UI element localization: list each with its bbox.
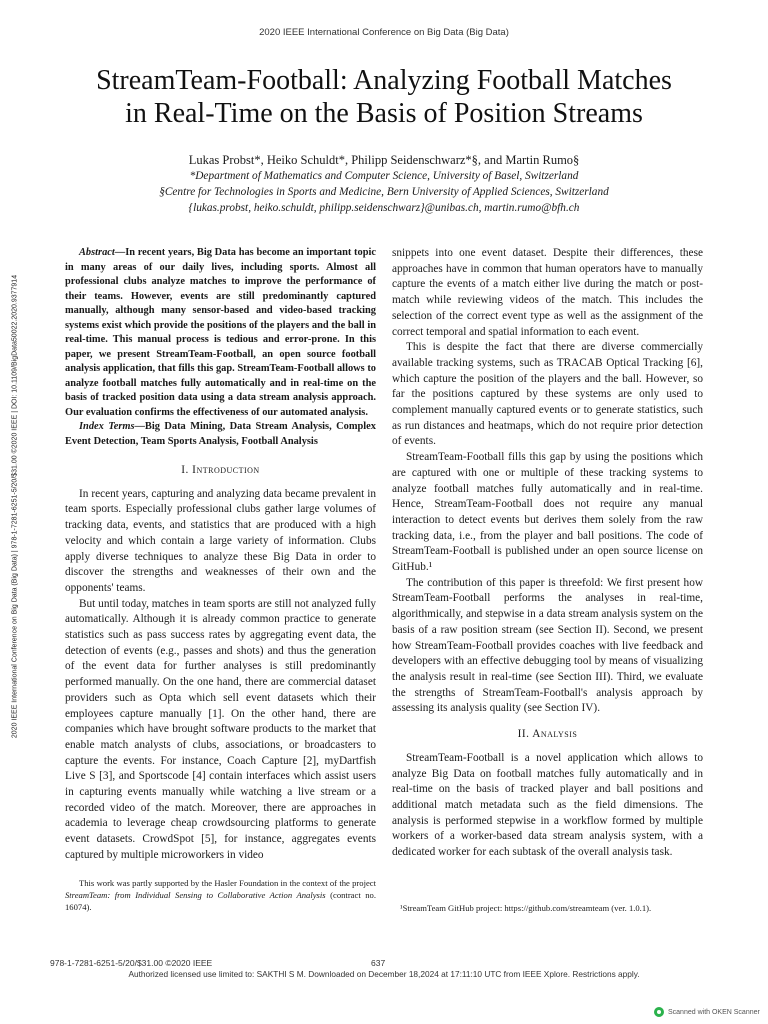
author-emails: {lukas.probst, heiko.schuldt, philipp.seidenschwarz}@unibas.ch, martin.rumo@bfh.ch xyxy=(188,202,580,214)
scanner-label: Scanned with OKEN Scanner xyxy=(668,1008,760,1016)
author-list: Lukas Probst*, Heiko Schuldt*, Philipp Seidenschwarz*§, and Martin Rumo§ xyxy=(188,153,580,167)
page-number: 637 xyxy=(371,958,386,968)
title-line-1: StreamTeam-Football: Analyzing Football Matches xyxy=(96,65,672,96)
index-terms-label: Index Terms xyxy=(79,421,135,432)
abstract xyxy=(65,246,376,420)
intro-paragraph-2: But until today, matches in team sports are still not analyzed fully automatically. Although it is already common practice to generate statistics such as pass success rates by aggregating event data, the detection of events (e.g., passes and shots) and thus the generation of the event data for further analyses is still predominantly performed manually. On the one hand, there are commercial dataset providers such as Opta which sell event datasets which their employees capture manually [1]. On the other hand, there are companies which have brought software products to the market that enable match analysts of clubs, associations, or broadcasters to capture the events. For instance, Coach Capture [2], myDartfish Live S [3], and Sportscode [4] contain interfaces which assist users in capturing events manually while watching a live stream or a recorded video of the match. Moreover, there are approaches in academia to leverage cheap crowdsourcing platforms to generate event datasets. CrowdSpot [5], for instance, aggregates events captured by multiple microworkers in video xyxy=(65,597,376,861)
index-terms xyxy=(65,420,376,449)
right-column xyxy=(392,246,703,861)
funding-footnote-text: This work was partly supported by the Hasler Foundation in the context of the project xyxy=(79,878,376,888)
affiliation-bern: §Centre for Technologies in Sports and Medicine, Bern University of Applied Sciences, Switzerland xyxy=(159,186,609,198)
github-footnote: ¹StreamTeam GitHub project: https://github.com/streamteam (ver. 1.0.1). xyxy=(400,903,652,913)
footer-isbn: 978-1-7281-6251-5/20/$31.00 ©2020 IEEE xyxy=(50,958,213,968)
title-line-2: in Real-Time on the Basis of Position Streams xyxy=(125,98,643,129)
affiliation-basel: *Department of Mathematics and Computer Science, University of Basel, Switzerland xyxy=(189,170,579,182)
analysis-paragraph-1: StreamTeam-Football is a novel application which allows to analyze Big Data on football matches fully automatically and in real-time on the basis of tracked player and ball positions and additional match metadata such as the field dimensions. The analysis is performed stepwise in a workflow formed by multiple workers of a worker-based data stream analysis system, with a dedicated worker for each subtask of the overall analysis task. xyxy=(392,751,703,859)
left-column xyxy=(65,246,376,864)
index-terms-text: —Big Data Mining, Data Stream Analysis, Complex Event Detection, Team Sports Analysis, Football Analysis xyxy=(65,421,376,447)
license-notice: Authorized licensed use limited to: SAKTHI S M. Downloaded on December 18,2024 at 17:11:10 UTC from IEEE Xplore. Restrictions apply. xyxy=(128,969,640,979)
right-paragraph-1: snippets into one event dataset. Despite their differences, these approaches have in common that human operators have to manually capture the events of a match either live during the match or post-match while reviewing videos of the match. This includes the selection of the correct event type as well as the assignment of the correct temporal and spatial information to each event. xyxy=(392,247,703,338)
scanner-watermark xyxy=(654,1007,760,1017)
conference-header: 2020 IEEE International Conference on Big Data (Big Data) xyxy=(259,27,509,38)
funding-footnote-project: StreamTeam: from Individual Sensing to Collaborative Action Analysis xyxy=(65,890,326,900)
abstract-text: —In recent years, Big Data has become an important topic in many areas of our daily lives, including sports. Almost all professional clubs analyze matches to improve the performance of their teams. However, events are still predominantly captured manually, although many sensor-based and video-based tracking systems exist which provide the positions of the players and the ball in real-time. This manual process is tedious and error-prone. In this paper, we present StreamTeam-Football, an open source football analysis application, that fills this gap. StreamTeam-Football allows to analyze football matches fully automatically and in real-time on the basis of tracked position data using a data stream analysis approach. Our evaluation confirms the effectiveness of our automated analysis. xyxy=(65,247,376,418)
scanner-logo-icon xyxy=(654,1007,664,1017)
right-paragraph-2: This is despite the fact that there are diverse commercially available tracking systems, such as TRACAB Optical Tracking [6], which capture the position of the players and the ball. However, so far the positions captured by these systems are only used to complement manually captured events or to generate statistics, such as run distances and heatmaps, which do not require prior detection of events. xyxy=(392,341,703,448)
funding-footnote xyxy=(65,877,376,913)
section-heading-introduction: I. Introduction xyxy=(181,464,260,476)
right-paragraph-3: StreamTeam-Football fills this gap by using the positions which are captured with one or multiple of these tracking systems to analyze football matches fully automatically and in real-time. Hence, StreamTeam-Football does not require any manual interaction to detect events but derives them solely from the raw tracking data, i.e., from the player and ball positions. The code of StreamTeam-Football is published under an open source license on GitHub.¹ xyxy=(392,451,703,574)
paper-title xyxy=(40,64,728,130)
funding-footnote-contract: (contract no. 16074). xyxy=(65,890,376,912)
section-heading-analysis: II. Analysis xyxy=(517,728,578,741)
right-paragraph-4: The contribution of this paper is threefold: We first present how StreamTeam-Football performs the analyses in real-time, algorithmically, and stepwise in a data stream analysis system on the basis of a raw position stream (see Section II). Second, we present how StreamTeam-Football provides coaches with live feedback and developers with an effective debugging tool by means of visualizing the analysis result in real-time (see Section III). Third, we evaluate the strengths of StreamTeam-Football's analysis approach by assessing its analysis quality (see Section IV). xyxy=(392,576,703,715)
side-doi-text: 2020 IEEE International Conference on Big Data (Big Data) | 978-1-7281-6251-5/20/$31.00 ©2020 IEEE | DOI: 10.1109/BigData50022.2020.9377914 xyxy=(11,274,19,739)
intro-paragraph-1: In recent years, capturing and analyzing data became prevalent in team sports. Especially professional clubs gather large volumes of tracking data, events, and statistics that are produced with a high velocity and which contain a large variety of information. Clubs apply diverse techniques to analyze these Big Data in order to discover the strengths and weaknesses of their own and the opponents' teams. xyxy=(65,487,376,594)
abstract-label: Abstract xyxy=(79,247,115,258)
